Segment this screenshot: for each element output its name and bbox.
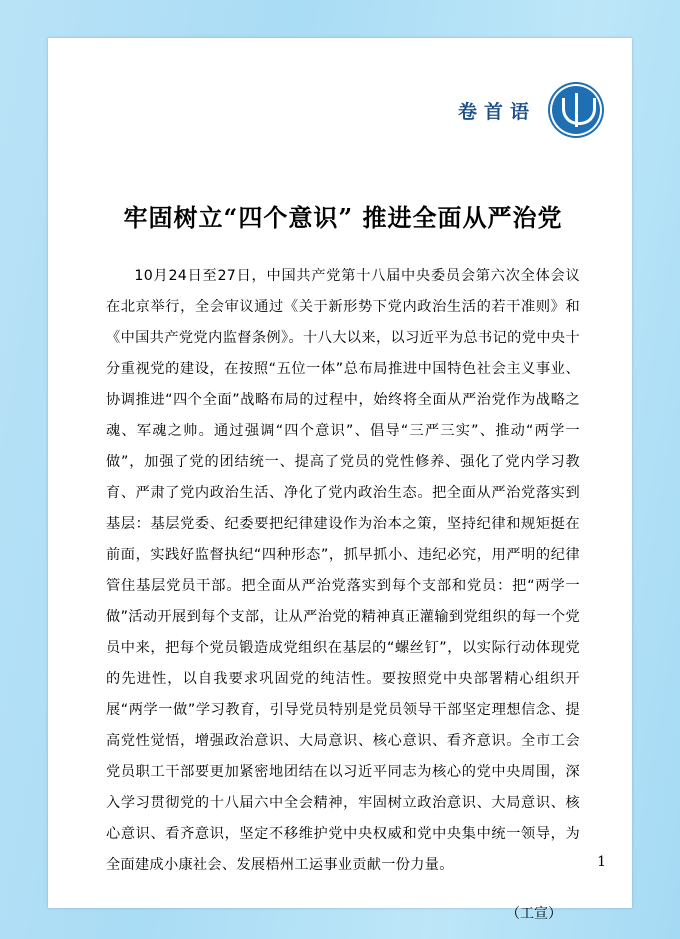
page-header: [458, 84, 602, 136]
article-body: [106, 261, 580, 881]
article-title: 牢固树立“四个意识” 推进全面从严治党: [123, 203, 563, 232]
section-label: 卷首语: [457, 100, 536, 123]
page-number: 1: [597, 854, 606, 870]
article: [106, 198, 580, 923]
article-paragraph: 10月24日至27日，中国共产党第十八届中央委员会第六次全体会议在北京举行，全会审议通过《关于新形势下党内政治生活的若干准则》和《中国共产党党内监督条例》。十八大以来，以习近平为总书记的党中央十分重视党的建设，在按照“五位一体”总布局推进中国特色社会主义事业、协调推进“四个全面”战略布局的过程中，始终将全面从严治党作为战略之魂、军魂之帅。通过强调“四个意识”、倡导“三严三实”、推动“两学一做”，加强了党的团结统一、提高了党员的党性修养、强化了党内学习教育、严肃了党内政治生活、净化了党内政治生态。把全面从严治党落实到基层：基层党委、纪委要把纪律建设作为治本之策，坚持纪律和规矩挺在前面，实践好监督执纪“四种形态”，抓早抓小、违纪必究，用严明的纪律管住基层党员干部。把全面从严治党落实到每个支部和党员：把“两学一做”活动开展到每个支部，让从严治党的精神真正灌输到党组织的每一个党员中来，把每个党员锻造成党组织在基层的“螺丝钉”，以实际行动体现党的先进性，以自我要求巩固党的纯洁性。要按照党中央部署精心组织开展“两学一做”学习教育，引导党员特别是党员领导干部坚定理想信念、提高党性觉悟，增强政治意识、大局意识、核心意识、看齐意识。全市工会党员职工干部要更加紧密地团结在以习近平同志为核心的党中央周围，深入学习贯彻党的十八届六中全会精神，牢固树立政治意识、大局意识、核心意识、看齐意识，坚定不移维护党中央权威和党中央集中统一领导，为全面建成小康社会、发展梧州工运事业贡献一份力量。: [106, 268, 580, 873]
union-emblem-icon: [550, 84, 602, 136]
article-signature: （工宣）: [506, 906, 562, 922]
paper-sheet: [48, 38, 632, 922]
